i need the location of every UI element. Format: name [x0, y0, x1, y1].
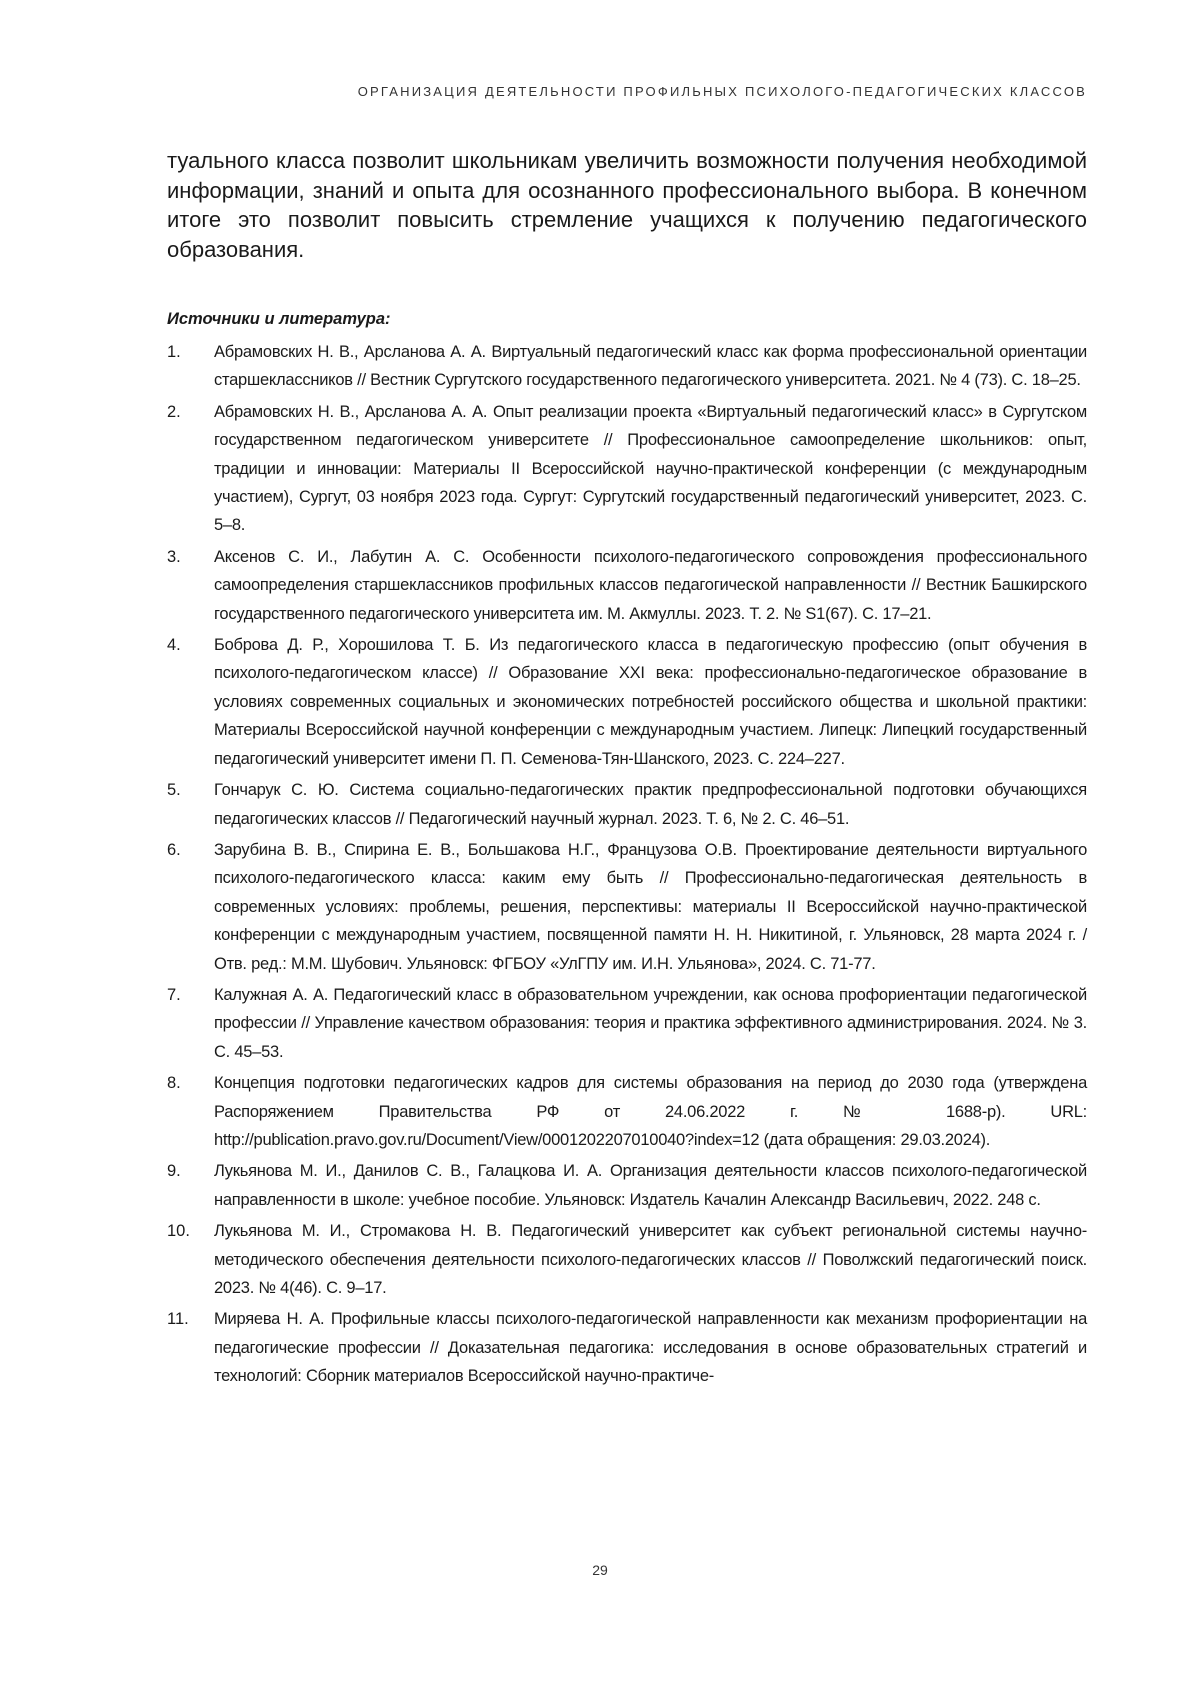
reference-number: 2. [167, 402, 181, 421]
reference-item [167, 1305, 1087, 1390]
reference-text: Аксенов С. И., Лабутин А. С. Особенности психолого-педагогического сопровождения профессионального самоопределения старшеклассников профильных классов педагогической направленности // Вестник Башкирского государственного педагогического университета им. М. Акмуллы. 2023. Т. 2. № S1(67). С. 17–21. [214, 547, 1087, 623]
reference-item [167, 1157, 1087, 1214]
references-list [167, 338, 1087, 1391]
reference-text: Калужная А. А. Педагогический класс в образовательном учреждении, как основа профориентации педагогической профессии // Управление качеством образования: теория и практика эффективного администрирования. 2024. № 3. С. 45–53. [214, 985, 1087, 1061]
reference-text: Миряева Н. А. Профильные классы психолого-педагогической направленности как механизм профориентации на педагогические профессии // Доказательная педагогика: исследования в основе образовательных стратегий и технологий: Сборник материалов Всероссийской научно-практиче- [214, 1310, 1087, 1386]
reference-number: 8. [167, 1074, 181, 1093]
reference-number: 10. [167, 1222, 190, 1241]
reference-item [167, 1217, 1087, 1302]
reference-text: Абрамовских Н. В., Арсланова А. А. Опыт реализации проекта «Виртуальный педагогический класс» в Сургутском государственном педагогическом университете // Профессиональное самоопределение школьников: опыт, традиции и инновации: Материалы II Всероссийской научно-практической конференции (с международным участием), Сургут, 03 ноября 2023 года. Сургут: Сургутский государственный педагогический университет, 2023. С. 5–8. [214, 402, 1087, 535]
reference-number: 7. [167, 985, 181, 1004]
reference-item [167, 398, 1087, 540]
reference-number: 11. [167, 1310, 189, 1329]
reference-item [167, 776, 1087, 833]
reference-text: Боброва Д. Р., Хорошилова Т. Б. Из педагогического класса в педагогическую профессию (опыт обучения в психолого-педагогическом классе) // Образование XXI века: профессионально-педагогическое образование в условиях современных социальных и экономических потребностей российского общества и школьной практики: Материалы Всероссийской научной конференции с международным участием. Липецк: Липецкий государственный педагогический университет имени П. П. Семенова-Тян-Шанского, 2023. С. 224–227. [214, 636, 1087, 768]
references-heading: Источники и литература: [167, 310, 391, 328]
reference-text: Абрамовских Н. В., Арсланова А. А. Виртуальный педагогический класс как форма профессиональной ориентации старшеклассников // Вестник Сургутского государственного педагогического университета. 2021. № 4 (73). С. 18–25. [214, 343, 1087, 390]
intro-paragraph: туального класса позволит школьникам увеличить возможности получения необходимой информации, знаний и опыта для осознанного профессионального выбора. В конечном итоге это позволит повысить стремление учащихся к получению педагогического образования. [167, 148, 1087, 262]
reference-text: Зарубина В. В., Спирина Е. В., Большакова Н.Г., Французова О.В. Проектирование деятельности виртуального психолого-педагогического класса: каким ему быть // Профессионально-педагогическая деятельность в современных условиях: проблемы, решения, перспективы: материалы II Всероссийской научно-практической конференции с международным участием, посвященной памяти Н. Н. Никитиной, г. Ульяновск, 28 марта 2024 г. / Отв. ред.: М.М. Шубович. Ульяновск: ФГБОУ «УлГПУ им. И.Н. Ульянова», 2024. С. 71-77. [214, 840, 1087, 973]
reference-text: Концепция подготовки педагогических кадров для системы образования на период до 2030 года (утверждена Распоряжением Правительства РФ от 24.06.2022 г. № 1688-р). URL: http://publication.pravo.gov.ru/Document/View/0001202207010040?index=12 (дата обращения: 29.03.2024). [214, 1074, 1087, 1149]
reference-item [167, 631, 1087, 773]
reference-number: 1. [167, 343, 181, 361]
reference-text: Лукьянова М. И., Стромакова Н. В. Педагогический университет как субъект региональной системы научно-методического обеспечения деятельности психолого-педагогических классов // Поволжский педагогический поиск. 2023. № 4(46). С. 9–17. [214, 1222, 1087, 1297]
reference-text: Лукьянова М. И., Данилов С. В., Галацкова И. А. Организация деятельности классов психолого-педагогической направленности в школе: учебное пособие. Ульяновск: Издатель Качалин Александр Васильевич, 2022. 248 с. [214, 1162, 1087, 1209]
page-content [167, 146, 1087, 1394]
reference-item [167, 338, 1087, 395]
reference-number: 6. [167, 840, 181, 859]
running-header: ОРГАНИЗАЦИЯ ДЕЯТЕЛЬНОСТИ ПРОФИЛЬНЫХ ПСИХОЛОГО-ПЕДАГОГИЧЕСКИХ КЛАССОВ [357, 84, 1087, 99]
reference-number: 3. [167, 547, 181, 566]
reference-number: 9. [167, 1162, 181, 1181]
reference-item [167, 543, 1087, 628]
reference-number: 5. [167, 781, 181, 800]
reference-item [167, 1069, 1087, 1154]
reference-number: 4. [167, 636, 181, 655]
reference-text: Гончарук С. Ю. Система социально-педагогических практик предпрофессиональной подготовки обучающихся педагогических классов // Педагогический научный журнал. 2023. Т. 6, № 2. С. 46–51. [214, 781, 1087, 828]
page-number: 29 [592, 1562, 608, 1578]
reference-item [167, 836, 1087, 978]
reference-item [167, 981, 1087, 1066]
